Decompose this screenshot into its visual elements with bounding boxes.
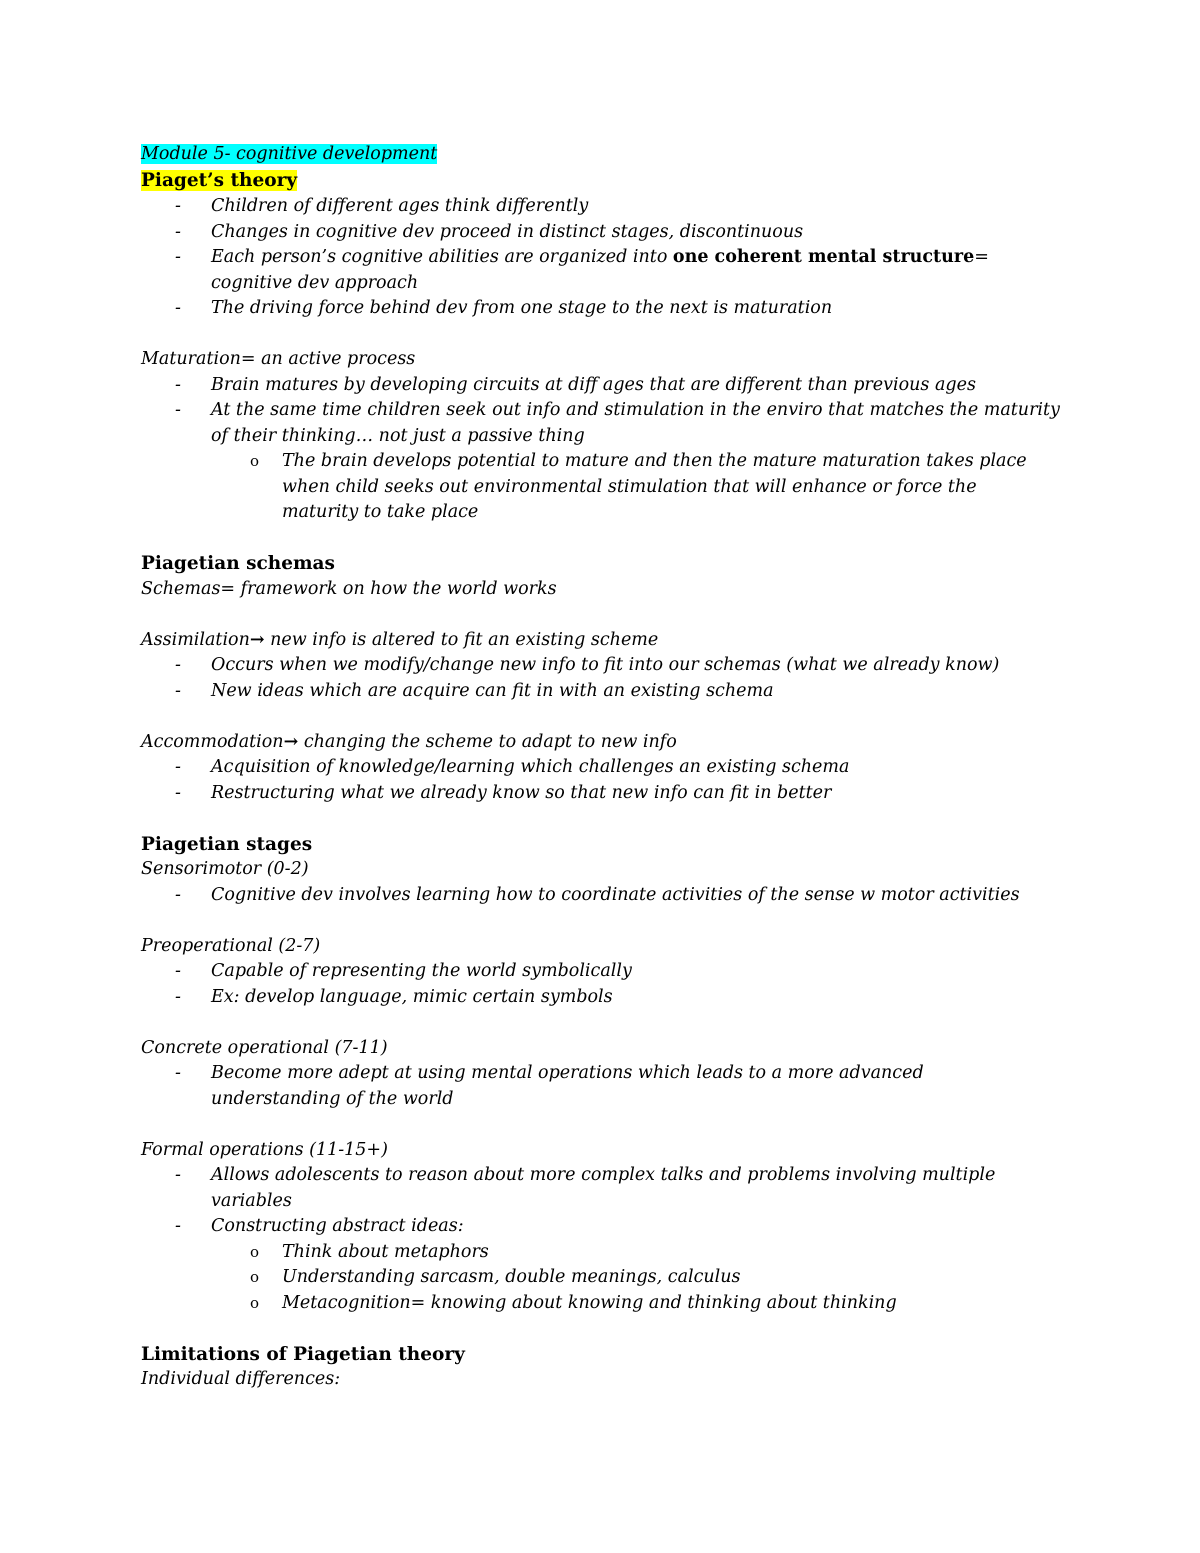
- list-item-text: New ideas which are acquire can fit in with an existing schema: [211, 680, 774, 701]
- piaget-bullet-list: [141, 194, 1061, 322]
- list-item: [141, 373, 1061, 399]
- dash-marker: -: [175, 884, 181, 905]
- accommodation-term: Accommodation: [141, 731, 284, 752]
- accommodation-bullet-list: [141, 755, 1061, 806]
- list-item-text: Brain matures by developing circuits at diff ages that are different than previous ages: [211, 374, 976, 395]
- module-title: [141, 142, 1061, 168]
- list-item: [141, 194, 1061, 220]
- sub-list-item: [141, 1240, 1061, 1266]
- sub-list-item: [141, 1265, 1061, 1291]
- list-item-text: Children of different ages think differently: [211, 196, 589, 216]
- piaget-heading-text: Piaget’s theory: [141, 169, 298, 191]
- dash-marker: -: [175, 1063, 181, 1083]
- list-item: [141, 653, 1061, 679]
- list-item: [141, 220, 1061, 246]
- list-item-text: Become more adept at using mental operations which leads to a more advanced understanding of the world: [211, 1063, 924, 1109]
- list-item-text: Allows adolescents to reason about more complex talks and problems involving multiple variables: [211, 1165, 996, 1211]
- formal-bullet-list: [141, 1163, 1061, 1316]
- stage-label-preoperational: Preoperational (2-7): [141, 935, 321, 956]
- sub-list-item: [141, 1291, 1061, 1317]
- list-item: [141, 296, 1061, 322]
- circle-marker: o: [250, 1242, 260, 1261]
- dash-marker: -: [175, 374, 181, 395]
- limitations-label: Individual differences:: [141, 1369, 341, 1389]
- list-item-text: Ex: develop language, mimic certain symbols: [211, 986, 613, 1007]
- list-item: [141, 755, 1061, 781]
- module-title-text: Module 5- cognitive development: [141, 144, 438, 164]
- list-item: [141, 883, 1061, 909]
- list-item-text: At the same time children seek out info and stimulation in the enviro that matches the maturity of their thinking… not just a passive thing: [211, 400, 1060, 446]
- stage-label-sensorimotor: Sensorimotor (0-2): [141, 859, 309, 879]
- assimilation-label: [141, 628, 1061, 654]
- list-item-text: Cognitive dev involves learning how to coordinate activities of the sense w motor activities: [211, 884, 1020, 905]
- assimilation-term: Assimilation: [141, 629, 250, 650]
- dash-marker: -: [175, 221, 181, 242]
- list-item-text: Constructing abstract ideas:: [211, 1216, 464, 1236]
- circle-marker: o: [250, 452, 260, 470]
- list-item: [141, 959, 1061, 985]
- list-item: [141, 1163, 1071, 1214]
- list-item: [141, 245, 1001, 296]
- list-item-text: The brain develops potential to mature and then the mature maturation takes place when child seeks out environmental stimulation that will enhance or force the maturity to take place: [282, 451, 1027, 522]
- assimilation-bullet-list: [141, 653, 1061, 704]
- bold-phrase: one coherent mental structure: [672, 247, 975, 267]
- maturation-bullet-list: [141, 373, 1061, 526]
- list-item-text: Occurs when we modify/change new info to fit into our schemas (what we already know): [211, 655, 1000, 675]
- spacer: [141, 1316, 1061, 1342]
- list-item-text: Metacognition= knowing about knowing and thinking about thinking: [282, 1292, 897, 1313]
- sensorimotor-bullet-list: [141, 883, 1061, 909]
- list-item-text: Think about metaphors: [282, 1241, 489, 1262]
- dash-marker: -: [175, 782, 181, 803]
- list-item-text: Restructuring what we already know so that new info can fit in better: [211, 782, 832, 803]
- spacer: [141, 704, 1061, 730]
- spacer: [141, 908, 1061, 934]
- list-item: [141, 781, 1061, 807]
- list-item: [141, 398, 1061, 449]
- dash-marker: -: [175, 196, 181, 216]
- spacer: [141, 806, 1061, 832]
- spacer: [141, 602, 1061, 628]
- list-item: [141, 1214, 1061, 1240]
- dash-marker: -: [175, 655, 181, 675]
- section-heading-schemas: Piagetian schemas: [141, 553, 335, 574]
- spacer: [141, 1010, 1061, 1036]
- section-heading-limitations: Limitations of Piagetian theory: [141, 1343, 465, 1365]
- spacer: [141, 526, 1061, 552]
- arrow-right-icon: →: [249, 629, 265, 650]
- spacer: [141, 322, 1061, 348]
- list-item-text: Changes in cognitive dev proceed in distinct stages, discontinuous: [211, 221, 804, 242]
- preoperational-bullet-list: [141, 959, 1061, 1010]
- dash-marker: -: [175, 961, 181, 981]
- list-item: [141, 679, 1061, 705]
- stage-label-formal: Formal operations (11-15+): [141, 1139, 388, 1160]
- maturation-label: Maturation= an active process: [141, 349, 416, 369]
- document-body: [141, 142, 1061, 1393]
- list-item-text: Capable of representing the world symbolically: [211, 961, 632, 981]
- section-heading-stages: Piagetian stages: [141, 833, 313, 855]
- dash-marker: -: [175, 757, 181, 777]
- dash-marker: -: [175, 1165, 181, 1185]
- dash-marker: -: [175, 986, 181, 1007]
- list-item-text: Each person’s cognitive abilities are organized into: [211, 247, 673, 267]
- list-item: [141, 1061, 1001, 1112]
- dash-marker: -: [175, 1216, 181, 1236]
- accommodation-label: [141, 730, 1061, 756]
- section-heading-piaget: [141, 168, 1061, 195]
- list-item-text: = cognitive dev approach: [211, 247, 989, 293]
- spacer: [141, 1112, 1061, 1138]
- list-item: [141, 985, 1061, 1011]
- dash-marker: -: [175, 247, 181, 267]
- list-item-text: Acquisition of knowledge/learning which challenges an existing schema: [211, 757, 850, 777]
- assimilation-desc: new info is altered to fit an existing scheme: [264, 629, 659, 650]
- dash-marker: -: [175, 400, 181, 420]
- sub-list-item: [141, 449, 1042, 526]
- dash-marker: -: [175, 680, 181, 701]
- arrow-right-icon: →: [283, 731, 299, 752]
- concrete-bullet-list: [141, 1061, 1061, 1112]
- list-item-text: Understanding sarcasm, double meanings, calculus: [282, 1267, 741, 1287]
- stage-label-concrete: Concrete operational (7-11): [141, 1037, 388, 1058]
- list-item-text: The driving force behind dev from one stage to the next is maturation: [211, 298, 833, 318]
- circle-marker: o: [250, 1268, 260, 1286]
- dash-marker: -: [175, 298, 181, 318]
- circle-marker: o: [250, 1293, 260, 1312]
- schemas-definition: Schemas= framework on how the world works: [141, 578, 557, 599]
- accommodation-desc: changing the scheme to adapt to new info: [298, 731, 677, 752]
